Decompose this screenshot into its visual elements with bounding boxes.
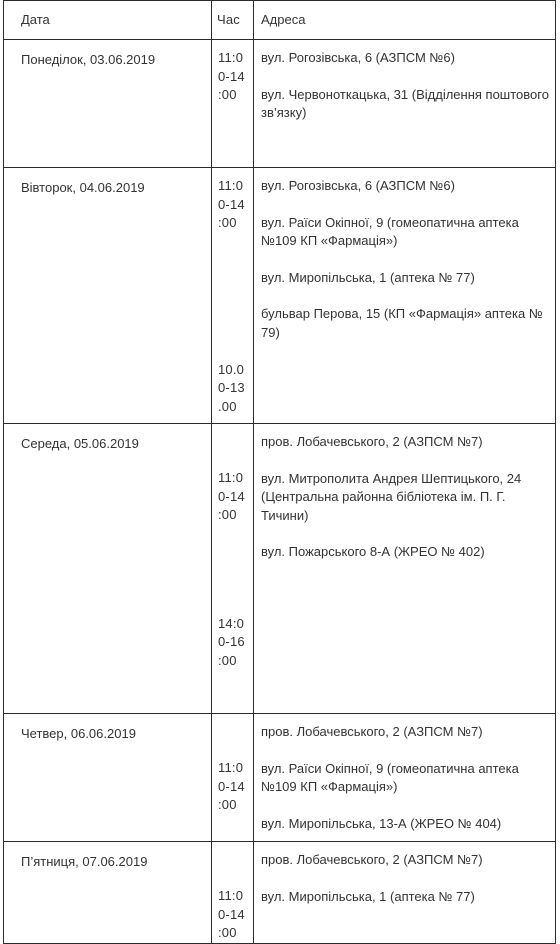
table-row bbox=[4, 714, 556, 842]
address-text: пров. Лобачевського, 2 (АЗПСМ №7) bbox=[261, 724, 483, 739]
date-cell bbox=[4, 714, 212, 842]
address-text: вул. Рогозівська, 6 (АЗПСМ №6) bbox=[261, 50, 455, 65]
header-time-label: Час bbox=[217, 12, 240, 27]
address-text: пров. Лобачевського, 2 (АЗПСМ №7) bbox=[261, 852, 483, 867]
address-text: вул. Рогозівська, 6 (АЗПСМ №6) bbox=[261, 178, 455, 193]
address-cell bbox=[254, 168, 556, 424]
time-text: :00 bbox=[218, 215, 237, 230]
time-text: 14:0 bbox=[218, 615, 245, 631]
address-text: бульвар Перова, 15 (КП «Фармація» аптека № 79) bbox=[261, 306, 543, 340]
table-row bbox=[4, 168, 556, 424]
header-address bbox=[254, 1, 556, 40]
address-text: пров. Лобачевського, 2 (АЗПСМ №7) bbox=[261, 434, 483, 449]
date-text: Вівторок, 04.06.2019 bbox=[21, 180, 145, 195]
address-cell bbox=[254, 40, 556, 168]
header-date bbox=[4, 1, 212, 40]
time-text: 0-14 bbox=[218, 778, 245, 794]
time-text: :00 bbox=[218, 925, 237, 940]
time-text: :00 bbox=[218, 87, 237, 102]
date-cell bbox=[4, 424, 212, 714]
address-text: вул. Пожарського 8-А (ЖРЕО № 402) bbox=[261, 544, 485, 559]
date-cell bbox=[4, 842, 212, 944]
header-address-label: Адреса bbox=[261, 12, 306, 27]
address-cell bbox=[254, 424, 556, 714]
address-text: вул. Раїси Окіпної, 9 (гомеопатична аптека №109 КП «Фармація») bbox=[261, 760, 519, 794]
table-row bbox=[4, 842, 556, 944]
time-text: 11:0 bbox=[218, 760, 244, 775]
header-time bbox=[212, 1, 254, 40]
time-text: .00 bbox=[218, 398, 237, 414]
time-text: 11:0 bbox=[218, 888, 244, 903]
table-row bbox=[4, 40, 556, 168]
address-text: вул. Миропільська, 1 (аптека № 77) bbox=[261, 888, 475, 904]
address-text: вул. Червоноткацька, 31 (Відділення поштового зв’язку) bbox=[261, 86, 549, 120]
time-text: :00 bbox=[218, 652, 237, 668]
table-row bbox=[4, 424, 556, 714]
time-text: 0-14 bbox=[218, 906, 245, 922]
address-cell bbox=[254, 842, 556, 944]
time-text: :00 bbox=[218, 507, 237, 522]
time-cell bbox=[212, 40, 254, 168]
time-cell bbox=[212, 168, 254, 424]
time-cell bbox=[212, 424, 254, 714]
address-text: вул. Раїси Окіпної, 9 (гомеопатична аптека №109 КП «Фармація») bbox=[261, 214, 519, 248]
time-text: 10.0 bbox=[218, 361, 245, 377]
time-text: 11:0 bbox=[218, 470, 244, 485]
time-text: 0-14 bbox=[218, 68, 245, 84]
address-text: вул. Митрополита Андрея Шептицького, 24 (Центральна районна бібліотека ім. П. Г. Тичини) bbox=[261, 470, 522, 523]
date-cell bbox=[4, 168, 212, 424]
time-text: 11:0 bbox=[218, 50, 244, 65]
time-cell bbox=[212, 842, 254, 944]
time-text: 0-14 bbox=[218, 196, 245, 212]
address-text: вул. Миропільська, 13-А (ЖРЕО № 404) bbox=[261, 815, 502, 831]
date-text: П’ятниця, 07.06.2019 bbox=[21, 854, 148, 869]
schedule-table bbox=[3, 0, 556, 944]
header-row bbox=[4, 1, 556, 40]
address-text: вул. Миропільська, 1 (аптека № 77) bbox=[261, 269, 475, 285]
time-text: 0-16 bbox=[218, 634, 245, 649]
date-text: Понеділок, 03.06.2019 bbox=[21, 52, 156, 67]
header-date-label: Дата bbox=[21, 12, 50, 27]
time-text: 11:0 bbox=[218, 178, 244, 193]
date-cell bbox=[4, 40, 212, 168]
time-cell bbox=[212, 714, 254, 842]
time-text: 0-13 bbox=[218, 380, 245, 395]
address-cell bbox=[254, 714, 556, 842]
date-text: Середа, 05.06.2019 bbox=[21, 436, 139, 451]
date-text: Четвер, 06.06.2019 bbox=[21, 726, 136, 741]
time-text: 0-14 bbox=[218, 488, 245, 504]
time-text: :00 bbox=[218, 797, 237, 812]
